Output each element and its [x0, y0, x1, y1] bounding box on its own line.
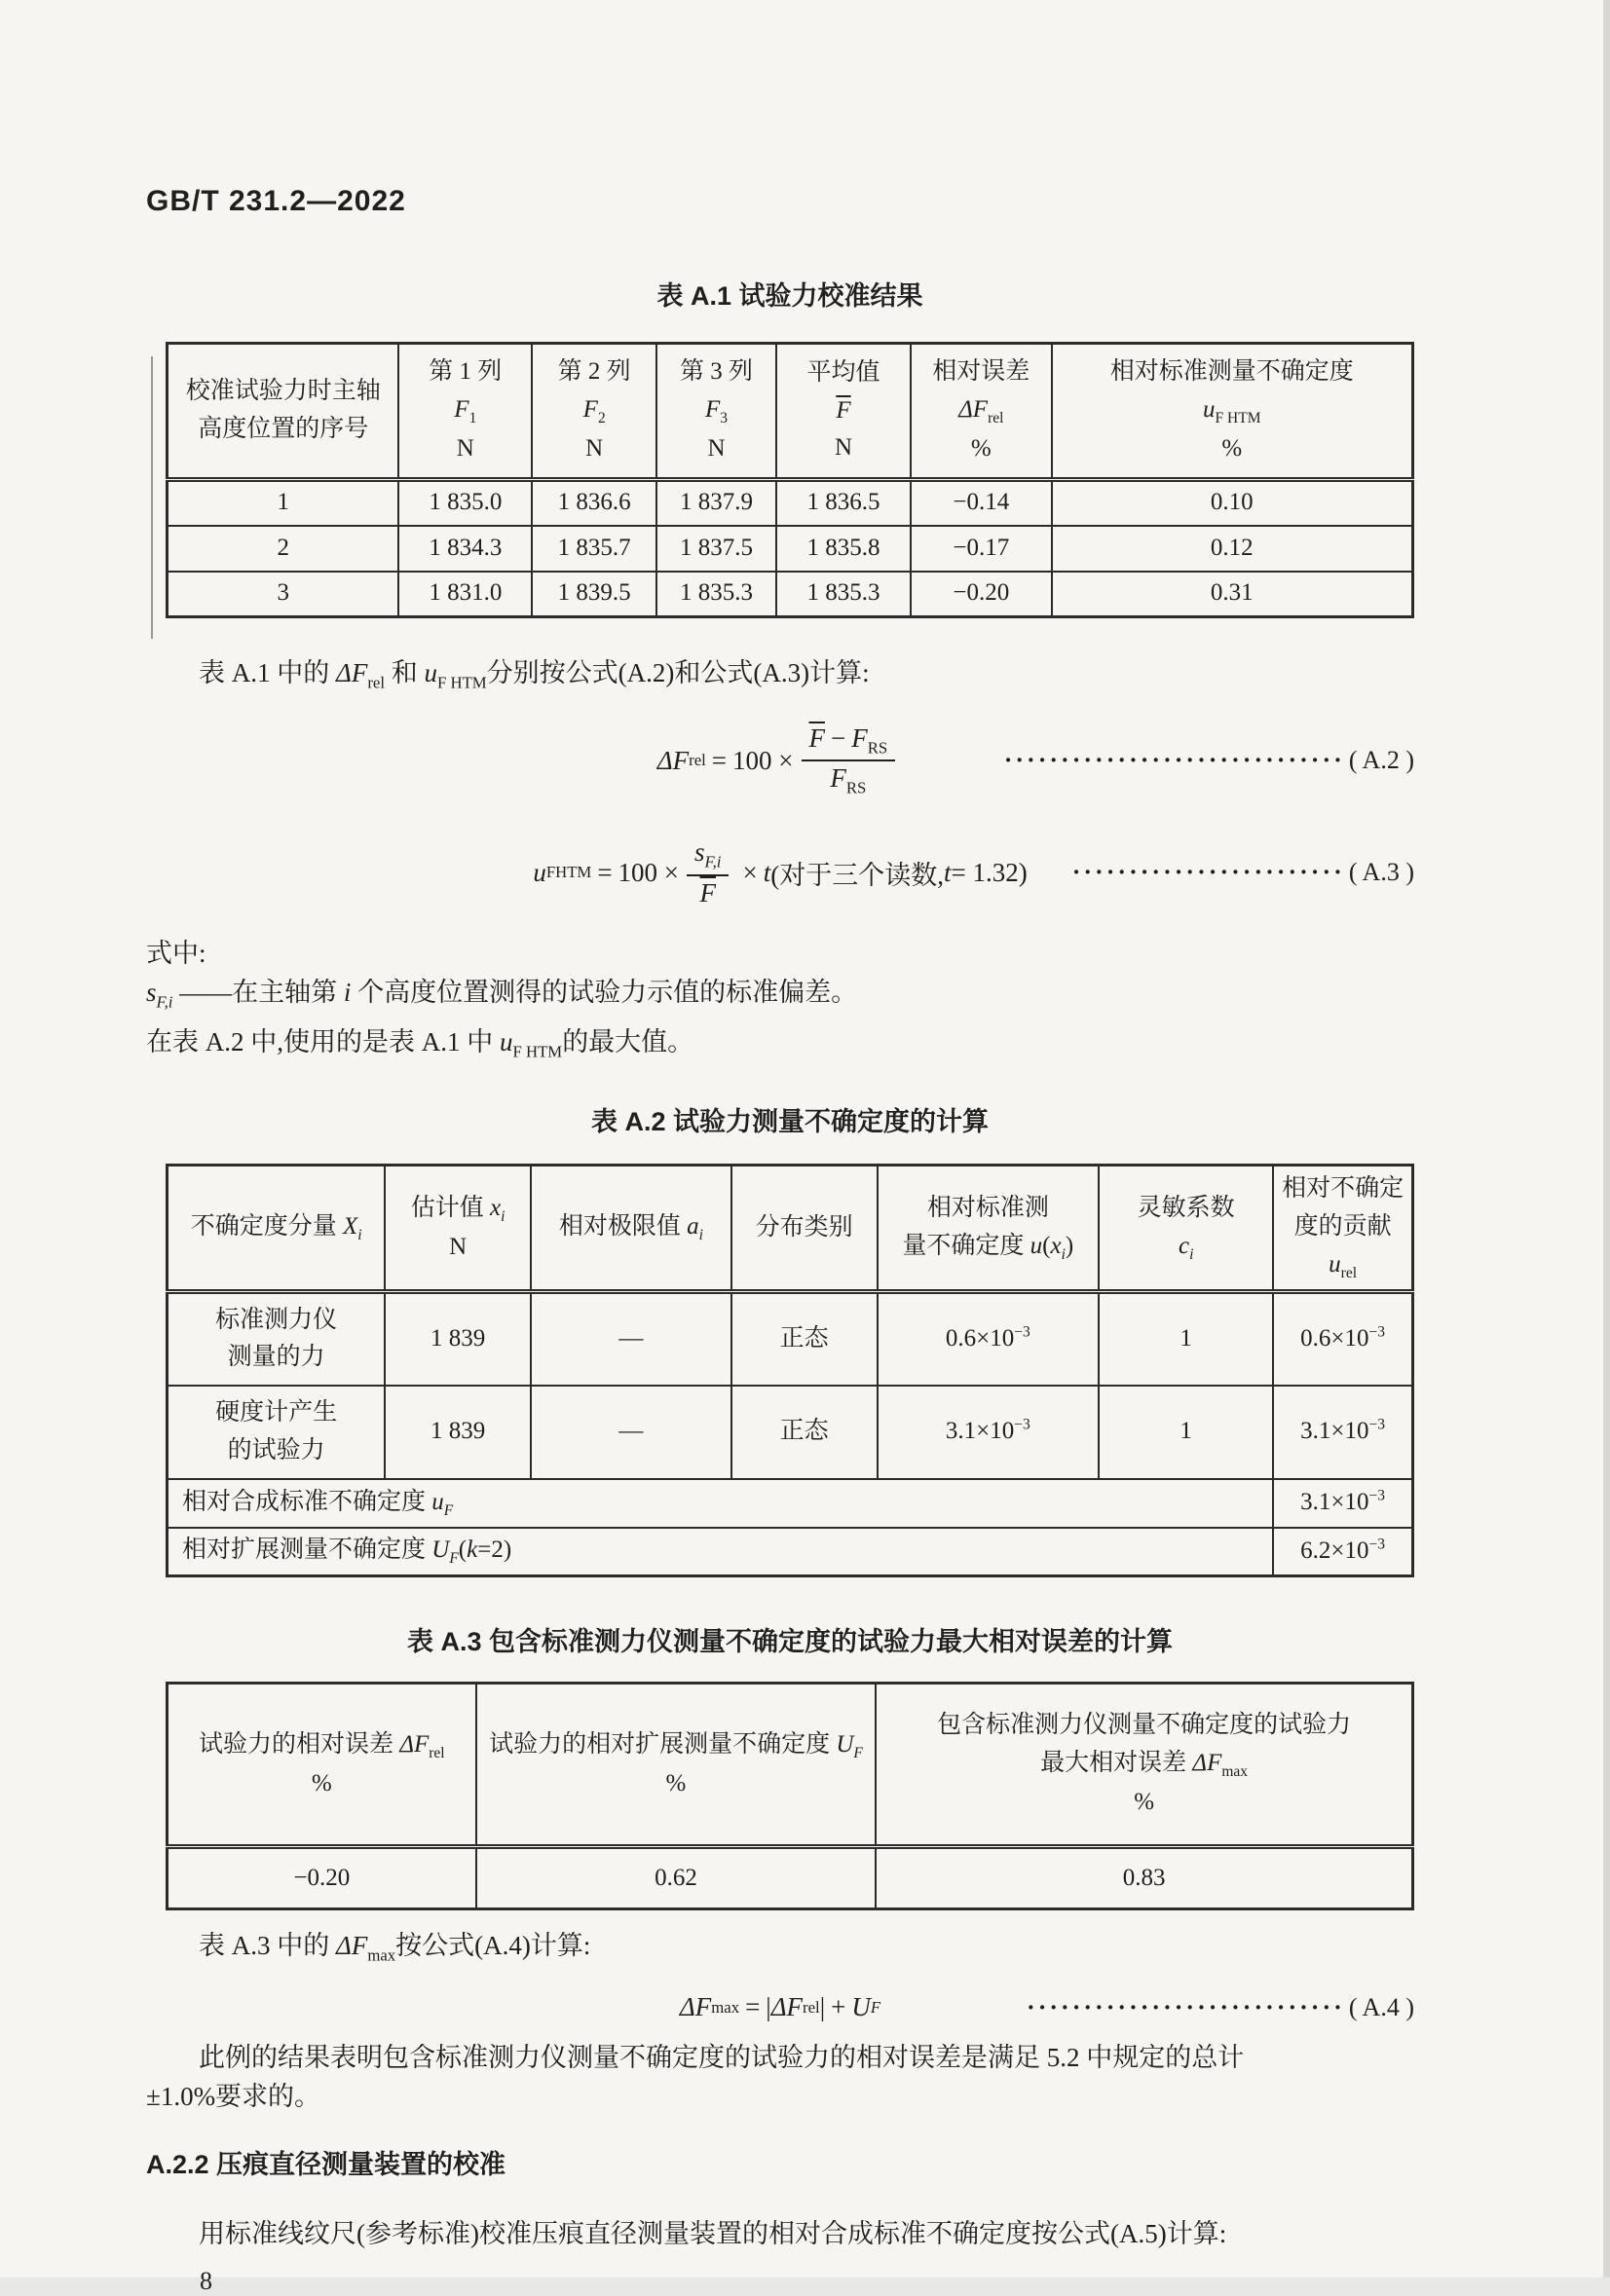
where-note: 在表 A.2 中,使用的是表 A.1 中 $u_{F HTM}$的最大值。	[146, 1026, 694, 1061]
where-label: 式中:	[146, 939, 206, 969]
a1-h-f1: 第 1 列 $F_1$ N	[398, 344, 532, 480]
formula-intro-paragraph: 表 A.1 中的 $\Delta F_{rel}$ 和 $u_{F HTM}$分别按公式(A.2)和公式(A.3)计算:	[199, 658, 870, 692]
a2-expanded-uncertainty-label: 相对扩展测量不确定度 $U_F(k=2)$	[168, 1528, 1274, 1576]
table-a1-caption: 表 A.1 试验力校准结果	[656, 281, 923, 311]
standard-number-header: GB/T 231.2—2022	[146, 185, 406, 217]
table-row: 3 1 831.0 1 839.5 1 835.3 1 835.3 −0.20 0.31	[168, 572, 1413, 617]
section-a22-heading: A.2.2 压痕直径测量装置的校准	[146, 2149, 506, 2179]
table-a2-caption: 表 A.2 试验力测量不确定度的计算	[590, 1107, 990, 1137]
a3-h-rel-error: 试验力的相对误差 $\Delta F_{rel}$ %	[168, 1684, 476, 1847]
a1-h-rel-error: 相对误差 $\Delta F_{rel}$ %	[911, 344, 1052, 480]
table-row: 相对扩展测量不确定度 $U_F(k=2)$ $6.2\times 10^{-3}$	[168, 1528, 1413, 1576]
table-row: 1 1 835.0 1 836.6 1 837.9 1 836.5 −0.14 0.10	[168, 480, 1413, 526]
table-row: −0.20 0.62 0.83	[168, 1847, 1413, 1909]
a1-h-f3: 第 3 列 $F_3$ N	[656, 344, 776, 480]
a1-h-mean: 平均值 $\overline{F}$ N	[776, 344, 911, 480]
table-a2	[166, 1164, 1414, 1577]
fraction: $\frac{\overline{F} - F_{RS}}{F_{RS}}$	[802, 723, 896, 798]
a2-h-component: 不确定度分量 $X_i$	[168, 1166, 386, 1292]
table-row: 相对合成标准不确定度 $u_F$ $3.1\times 10^{-3}$	[168, 1479, 1413, 1528]
table-a3-header-row	[168, 1684, 1413, 1847]
closing-paragraph: 此例的结果表明包含标准测力仪测量不确定度的试验力的相对误差是满足 5.2 中规定的总计 ±1.0%要求的。	[146, 2042, 1245, 2111]
formula-a2: ΔF rel = 100 × $\frac{\overline{F} - F_{RS}}{F_{RS}}$ ······························ ( A.2 )	[656, 723, 1414, 797]
table-row: 硬度计产生 的试验力 1 839 — 正态 $3.1\times 10^{-3}$ 1 $3.1\times 10^{-3}$	[168, 1386, 1413, 1479]
formula-a4-intro: 表 A.3 中的 $\Delta F_{max}$按公式(A.4)计算:	[199, 1931, 591, 1965]
a2-combined-uncertainty-label: 相对合成标准不确定度 $u_F$	[168, 1479, 1274, 1528]
table-a1-zone	[166, 275, 1414, 618]
a2-h-estimate: 估计值 $x_i$ N	[385, 1166, 531, 1292]
formula-a4: ΔF max = | ΔF rel | + U F ···························· ( A.4 )	[679, 1992, 1414, 2022]
formula-a4-leader: ···························· ( A.4 )	[1027, 1992, 1414, 2021]
table-a2-header-row	[168, 1166, 1413, 1292]
a2-row2-name: 硬度计产生 的试验力	[168, 1386, 386, 1479]
table-a2-zone	[166, 1100, 1414, 1577]
formula-a3: u FHTM = 100 × $\frac{s_{F,i}}{F}$ × t (对于三个读数, t = 1.32) ························ ( A.3 )	[533, 837, 1414, 907]
table-a3-zone	[166, 1620, 1414, 1910]
a2-h-distribution: 分布类别	[731, 1166, 878, 1292]
a2-h-std-uncertainty: 相对标准测 量不确定度 $u(x_i)$	[878, 1166, 1100, 1292]
table-row: 2 1 834.3 1 835.7 1 837.5 1 835.8 −0.17 0.12	[168, 526, 1413, 572]
table-a1	[166, 342, 1414, 618]
table-a1-header-row	[168, 344, 1413, 480]
formula-a3-leader: ························ ( A.3 )	[1071, 858, 1414, 887]
section-a22-paragraph: 用标准线纹尺(参考标准)校准压痕直径测量装置的相对合成标准不确定度按公式(A.5)计算:	[199, 2218, 1227, 2248]
where-s-definition: $s_{F,i}$ ——在主轴第 i 个高度位置测得的试验力示值的标准偏差。	[146, 978, 858, 1012]
a2-h-limit: 相对极限值 $a_i$	[531, 1166, 731, 1292]
page-number: 8	[200, 2266, 212, 2295]
a1-h-uncertainty: 相对标准测量不确定度 $u_{F HTM}$ %	[1052, 344, 1413, 480]
a1-h-position: 校准试验力时主轴 高度位置的序号	[168, 344, 399, 480]
scan-artifact-line	[151, 356, 153, 639]
table-row: 标准测力仪 测量的力 1 839 — 正态 $0.6\times 10^{-3}$ 1 $0.6\times 10^{-3}$	[168, 1292, 1413, 1386]
table-a3	[166, 1682, 1414, 1910]
formula-a2-leader: ······························ ( A.2 )	[1003, 746, 1414, 775]
a2-h-contribution: 相对不确定 度的贡献 $u_{rel}$	[1273, 1166, 1412, 1292]
a1-h-f2: 第 2 列 $F_2$ N	[532, 344, 656, 480]
a3-h-expanded-uncertainty: 试验力的相对扩展测量不确定度 $U_F$ %	[476, 1684, 877, 1847]
a2-row1-name: 标准测力仪 测量的力	[168, 1292, 386, 1386]
a3-h-max-rel-error: 包含标准测力仪测量不确定度的试验力 最大相对误差 $\Delta F_{max}$ %	[876, 1684, 1412, 1847]
fraction: $\frac{s_{F,i}}{F}$	[687, 837, 729, 907]
a2-h-sensitivity: 灵敏系数 $c_i$	[1099, 1166, 1273, 1292]
table-a3-caption: 表 A.3 包含标准测力仪测量不确定度的试验力最大相对误差的计算	[406, 1627, 1174, 1657]
